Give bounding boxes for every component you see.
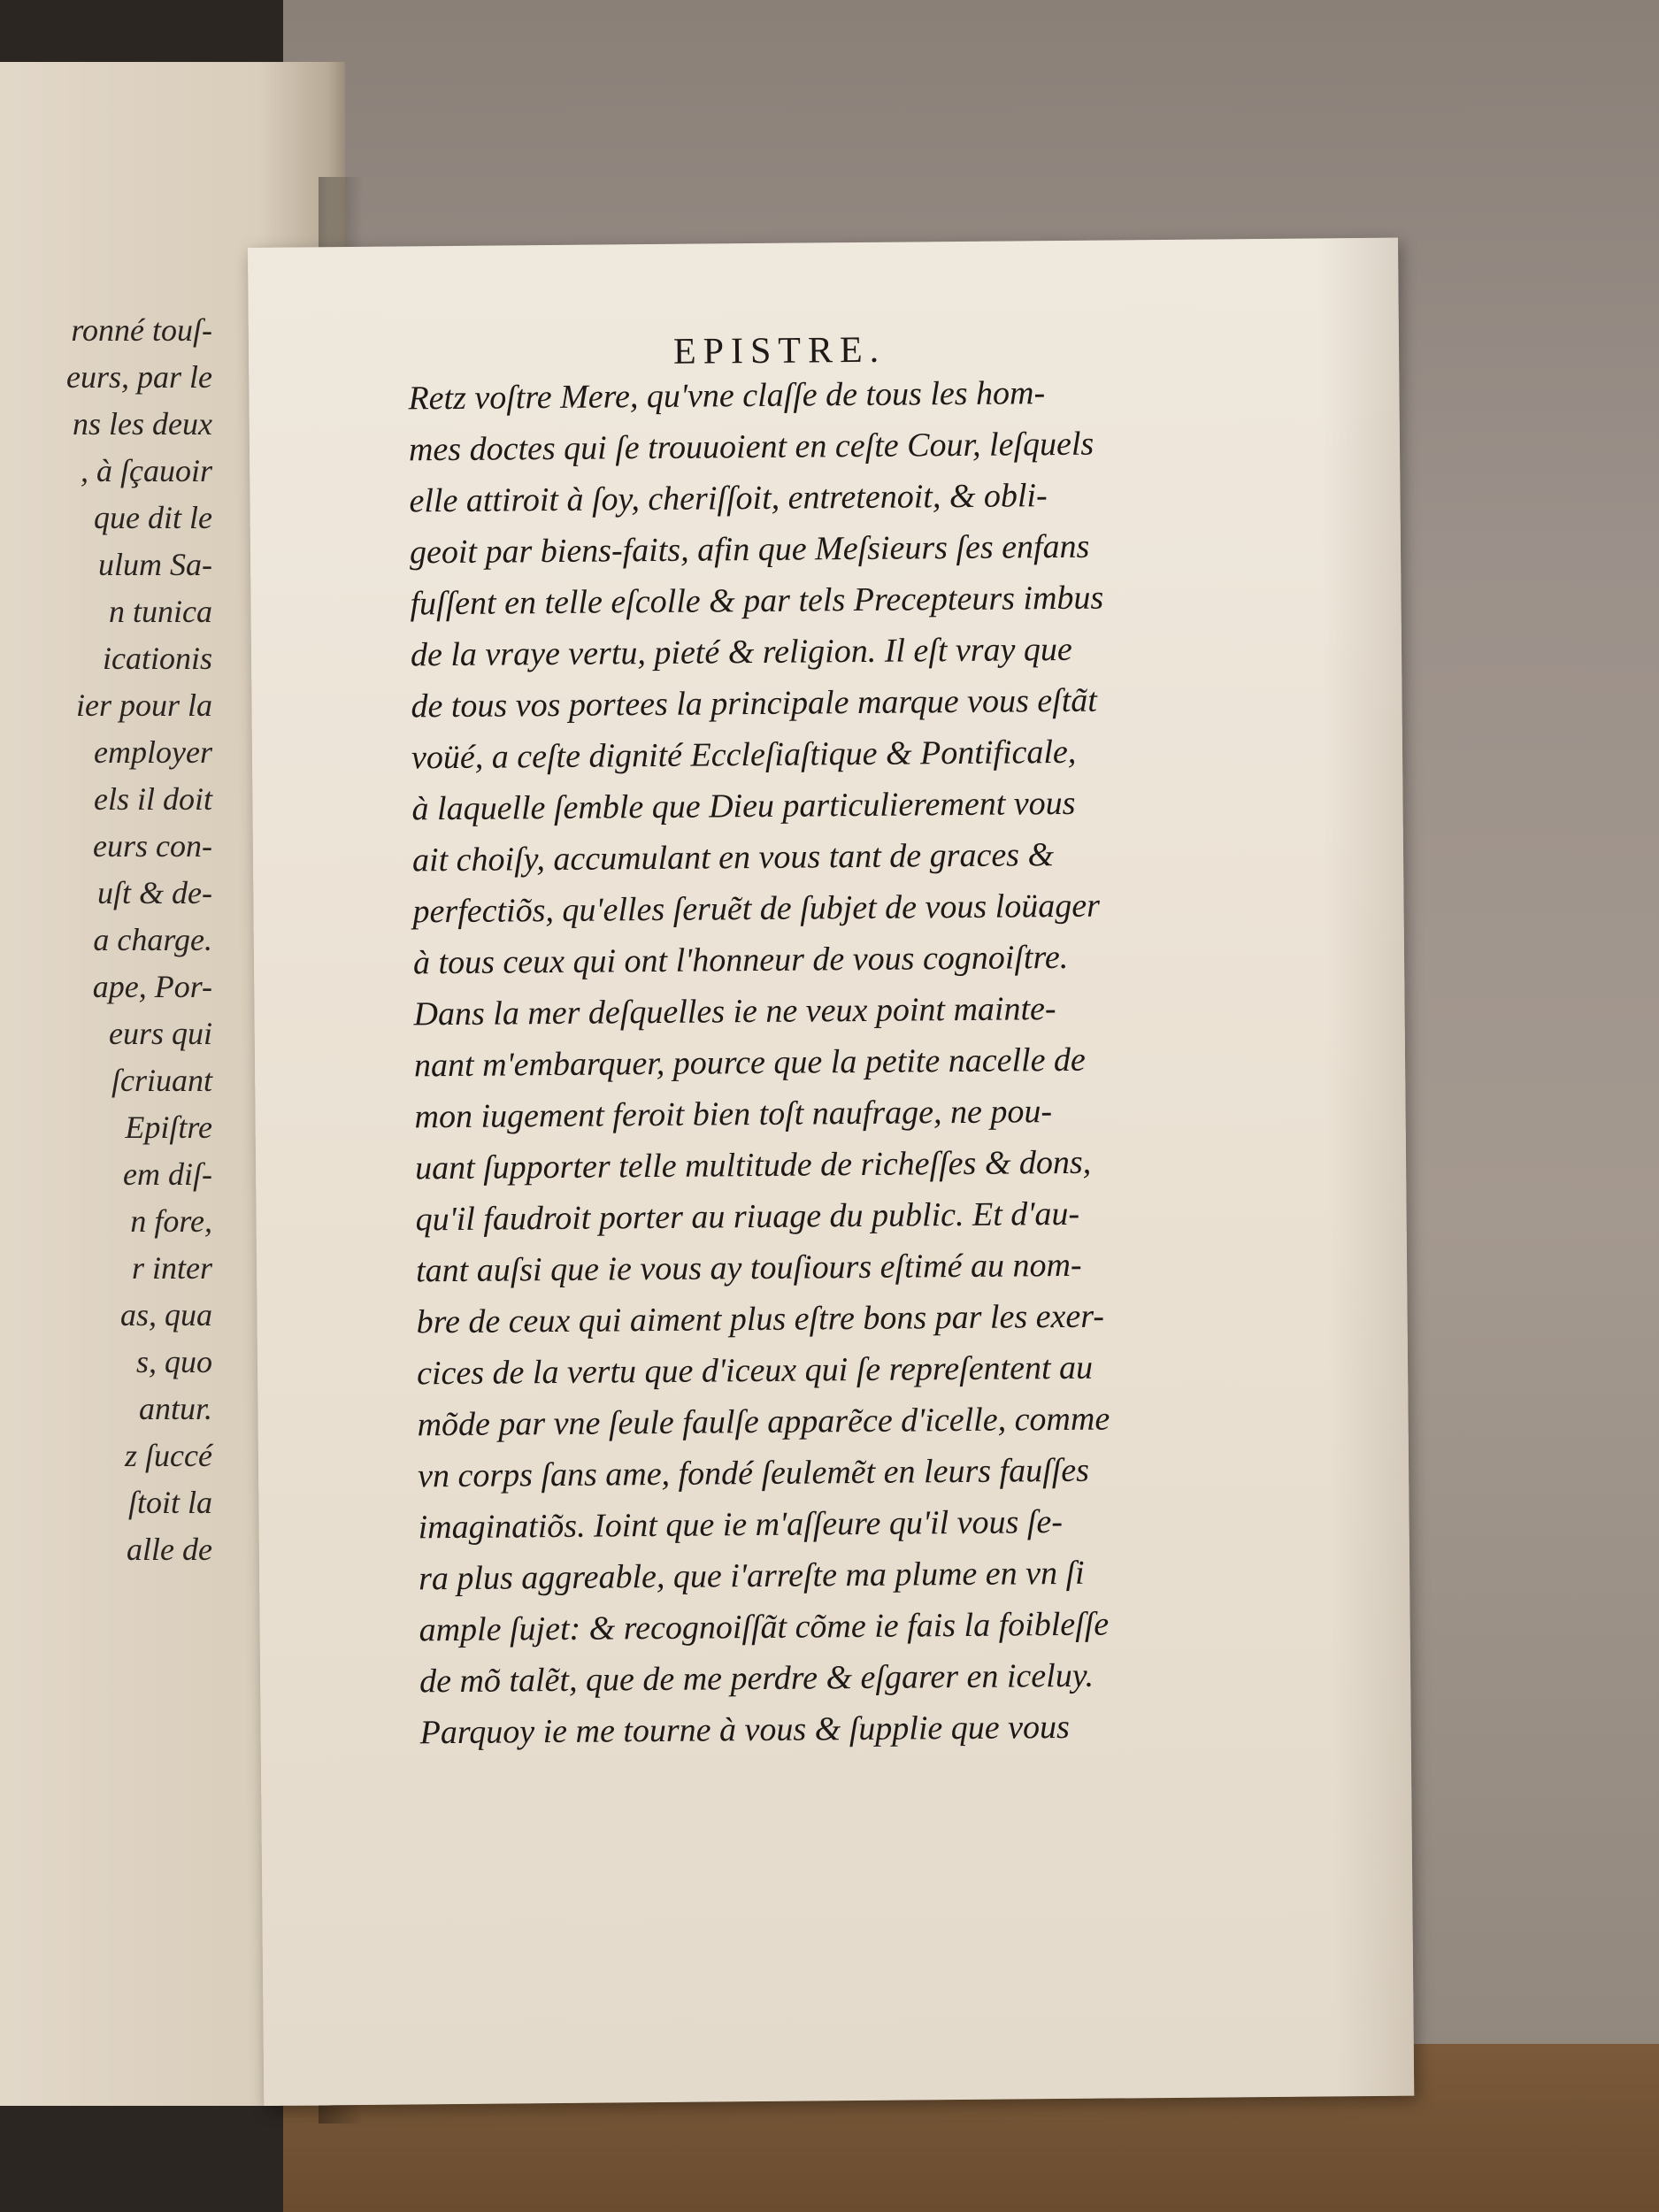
left-page-line: as, qua xyxy=(119,1297,212,1333)
page-edge-shading xyxy=(1318,238,1414,2097)
left-page-line: els il doit xyxy=(94,781,212,817)
left-page-line: n tunica xyxy=(109,594,212,629)
text-line: de mõ talẽt, que de me perdre & eſgarer en iceluy. xyxy=(419,1656,1094,1701)
right-page xyxy=(248,238,1414,2106)
text-line: Retz voſtre Mere, qu'vne claſſe de tous les hom- xyxy=(408,374,1046,418)
left-page-line: antur. xyxy=(138,1391,212,1426)
text-line: nant m'embarquer, pource que la petite nacelle de xyxy=(413,1041,1087,1085)
text-line: à tous ceux qui ont l'honneur de vous cognoiſtre. xyxy=(412,938,1069,982)
text-line: elle attiroit à ſoy, cheriſſoit, entretenoit, & obli- xyxy=(409,477,1048,520)
text-line: Parquoy ie me tourne à vous & ſupplie que vous xyxy=(419,1708,1070,1752)
text-line: de tous vos portees la principale marque vous eſtãt xyxy=(411,681,1098,726)
left-page-line: uſt & de- xyxy=(97,875,212,910)
left-page-line: a charge. xyxy=(93,922,212,957)
text-line: mes doctes qui ſe trouuoient en ceſte Cour, leſquels xyxy=(408,425,1094,469)
text-line: imaginatiõs. Ioint que ie m'aſſeure qu'il vous ſe- xyxy=(418,1503,1064,1547)
text-line: bre de ceux qui aiment plus eſtre bons par les exer- xyxy=(416,1297,1105,1341)
text-line: ait choiſy, accumulant en vous tant de graces & xyxy=(411,836,1055,879)
text-line: Dans la mer deſquelles ie ne veux point mainte- xyxy=(413,990,1056,1033)
running-head: EPISTRE. xyxy=(672,329,887,373)
left-page-line: ape, Por- xyxy=(92,969,212,1004)
text-line: à laquelle ſemble que Dieu particulierement vous xyxy=(411,784,1076,828)
text-line: fuſſent en telle eſcolle & par tels Precepteurs imbus xyxy=(410,579,1104,623)
left-page-line: ſtoit la xyxy=(127,1485,212,1520)
left-page-line: z ſuccé xyxy=(125,1438,212,1473)
text-line: de la vraye vertu, pieté & religion. Il eſt vray que xyxy=(410,630,1072,674)
text-line: mon iugement feroit bien toſt naufrage, ne pou- xyxy=(414,1093,1053,1136)
left-page-line: ſcriuant xyxy=(111,1063,212,1098)
left-page-line: eurs qui xyxy=(109,1016,212,1051)
left-page-line: icationis xyxy=(103,641,212,676)
text-line: mõde par vne ſeule faulſe apparẽce d'icelle, comme xyxy=(417,1400,1110,1444)
left-page-line: ns les deux xyxy=(73,406,212,442)
left-page-line: r inter xyxy=(131,1250,212,1286)
text-line: voüé, a ceſte dignité Eccleſiaſtique & Pontificale, xyxy=(411,733,1077,777)
left-page-line: employer xyxy=(94,734,212,770)
left-page-line: , à ſçauoir xyxy=(81,453,212,488)
left-page-line: ier pour la xyxy=(75,687,212,723)
text-line: vn corps ſans ame, fondé ſeulemẽt en leurs fauſſes xyxy=(417,1451,1090,1495)
left-page-line: eurs, par le xyxy=(66,359,212,395)
text-line: qu'il faudroit porter au riuage du public. Et d'au- xyxy=(415,1194,1080,1239)
text-line: geoit par biens-faits, afin que Meſsieurs ſes enfans xyxy=(409,527,1090,572)
left-page-line: n fore, xyxy=(130,1203,212,1239)
left-page-line: que dit le xyxy=(94,500,212,535)
left-page-line: Epiſtre xyxy=(125,1110,212,1145)
left-page-line: em diſ- xyxy=(123,1156,212,1192)
left-page-line: alle de xyxy=(127,1532,212,1567)
text-line: cices de la vertu que d'iceux qui ſe repreſentent au xyxy=(416,1348,1094,1393)
left-page-line: ulum Sa- xyxy=(98,547,212,582)
text-line: ample ſujet: & recognoiſſãt cõme ie fais la foibleſſe xyxy=(419,1605,1110,1649)
left-page-line: ronné touſ- xyxy=(71,312,212,348)
left-page-line: s, quo xyxy=(135,1344,212,1379)
left-page-line: eurs con- xyxy=(93,828,212,864)
text-line: perfectiõs, qu'elles ſeruẽt de ſubjet de vous loüager xyxy=(412,887,1101,931)
text-line: tant auſsi que ie vous ay touſiours eſtimé au nom- xyxy=(415,1246,1082,1290)
text-line: uant ſupporter telle multitude de richeſſes & dons, xyxy=(414,1143,1092,1187)
text-line: ra plus aggreable, que i'arreſte ma plume en vn ſi xyxy=(418,1554,1085,1598)
